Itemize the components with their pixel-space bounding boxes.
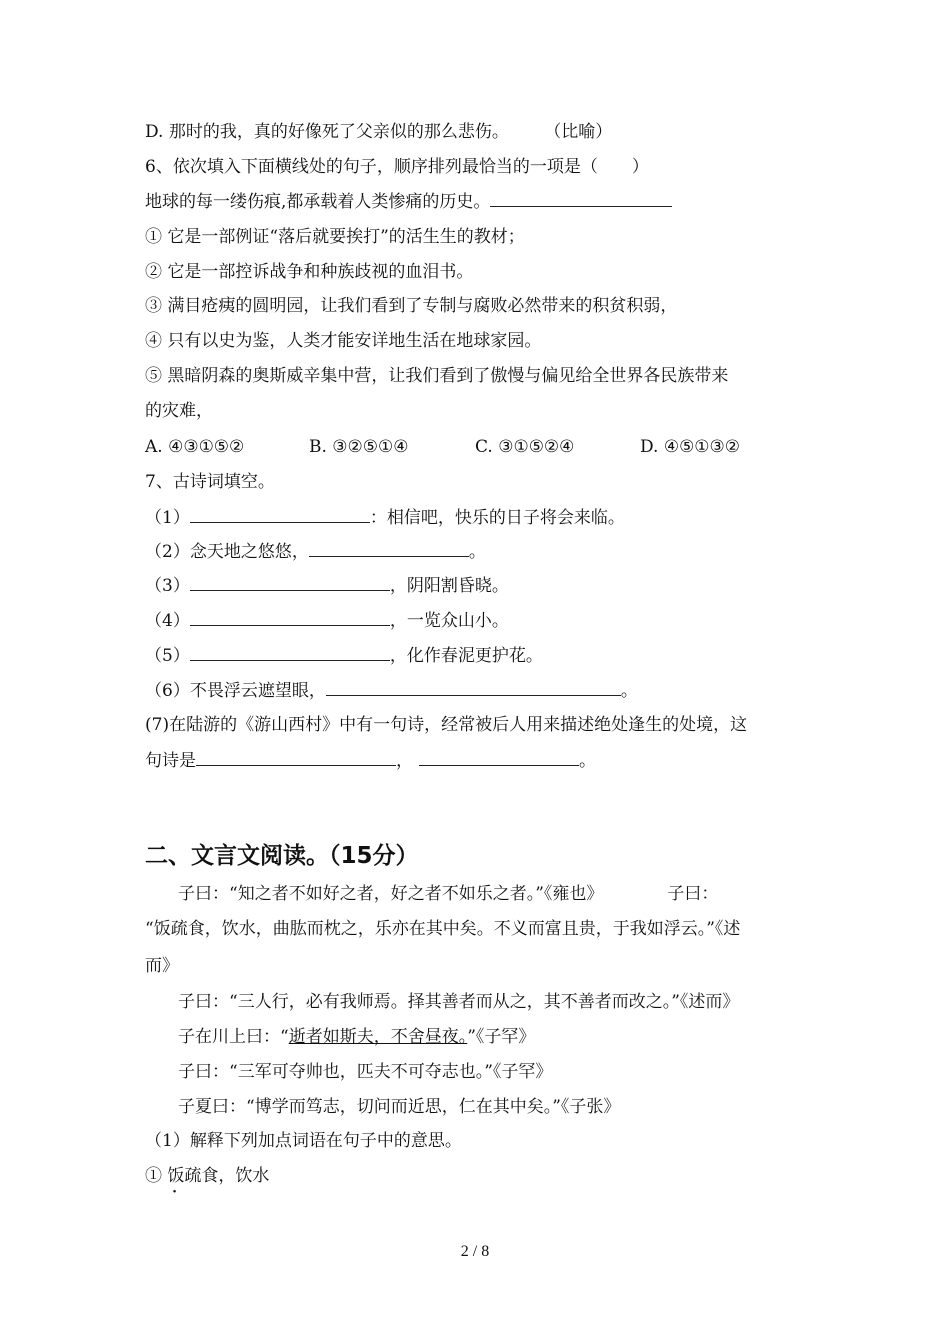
underlined-quote: 逝者如斯夫，不舍昼夜。 bbox=[288, 1027, 468, 1047]
sub-question-1-item bbox=[145, 1165, 269, 1187]
passage-line-1 bbox=[178, 883, 718, 905]
sub-question-1-item-num: ① bbox=[145, 1166, 168, 1186]
q6-option-a[interactable]: A. ④③①⑤② bbox=[145, 437, 245, 457]
q7-line-3 bbox=[145, 574, 509, 597]
q7-line-5-text: ，化作春泥更护花。 bbox=[389, 646, 543, 666]
passage-line-4: 子曰：“三人行，必有我师焉。择其善者而从之，其不善者而改之。”《述而》 bbox=[178, 992, 740, 1012]
q6-item-5: ⑤ 黑暗阴森的奥斯威辛集中营，让我们看到了傲慢与偏见给全世界各民族带来 bbox=[145, 366, 729, 386]
q6-blank[interactable] bbox=[490, 190, 672, 207]
q7-line-5-num: （5） bbox=[145, 646, 190, 666]
q7-line-4-num: （4） bbox=[145, 611, 190, 631]
q7-line-7b-end: 。 bbox=[579, 751, 596, 771]
section-2-title: 二、文言文阅读。（15分） bbox=[145, 843, 419, 869]
q6-stem-text: 地球的每一缕伤痕,都承载着人类惨痛的历史。 bbox=[145, 192, 491, 212]
q7-line-4-text: ，一览众山小。 bbox=[389, 611, 509, 631]
q7-blank-2[interactable] bbox=[309, 540, 469, 557]
q6-item-2: ② 它是一部控诉战争和种族歧视的血泪书。 bbox=[145, 262, 474, 282]
passage-line-3: 而》 bbox=[145, 956, 179, 976]
q5-option-d-tag: （比喻） bbox=[544, 122, 613, 142]
q7-line-4 bbox=[145, 609, 509, 632]
q6-option-d[interactable]: D. ④⑤①③② bbox=[640, 437, 741, 457]
passage-line-1a: 子曰：“知之者不如好之者，好之者不如乐之者。”《雍也》 bbox=[178, 884, 604, 904]
q7-line-6-num: （6） bbox=[145, 681, 190, 701]
q6-item-5-cont: 的灾难， bbox=[145, 401, 213, 421]
q7-line-7a: (7)在陆游的《游山西村》中有一句诗，经常被后人用来描述绝处逢生的处境，这 bbox=[145, 715, 748, 735]
q7-line-6 bbox=[145, 679, 638, 702]
q7-line-7b-pre: 句诗是 bbox=[145, 751, 196, 771]
q6-item-3: ③ 满目疮痍的圆明园，让我们看到了专制与腐败必然带来的积贫积弱， bbox=[145, 296, 678, 316]
q7-line-2-pre: 念天地之悠悠， bbox=[189, 542, 309, 562]
passage-line-5-pre: 子在川上曰：“ bbox=[178, 1027, 289, 1047]
q7-line-1-num: （1） bbox=[145, 508, 190, 528]
passage-line-7: 子夏曰：“博学而笃志，切问而近思，仁在其中矣。”《子张》 bbox=[178, 1097, 621, 1117]
q7-blank-1[interactable] bbox=[190, 506, 370, 523]
q7-blank-6[interactable] bbox=[326, 679, 621, 696]
q7-line-7b bbox=[145, 749, 596, 772]
q6-option-c[interactable]: C. ③①⑤②④ bbox=[475, 437, 575, 457]
passage-line-5 bbox=[178, 1026, 535, 1048]
q7-line-1-text: ：相信吧，快乐的日子将会来临。 bbox=[369, 508, 625, 528]
q7-blank-7a[interactable] bbox=[196, 749, 396, 766]
q7-blank-4[interactable] bbox=[190, 609, 390, 626]
q7-prompt: 7、古诗词填空。 bbox=[145, 472, 275, 492]
passage-line-2: “饭疏食，饮水，曲肱而枕之，乐亦在其中矣。不义而富且贵，于我如浮云。”《述 bbox=[145, 919, 741, 939]
q7-line-5 bbox=[145, 644, 543, 667]
q5-option-d-text: D. 那时的我，真的好像死了父亲似的那么悲伤。 bbox=[145, 122, 509, 142]
q7-line-3-text: ，阴阳割昏晓。 bbox=[389, 576, 509, 596]
q7-line-1 bbox=[145, 506, 625, 529]
q7-line-3-num: （3） bbox=[145, 576, 190, 596]
q6-item-1: ① 它是一部例证“落后就要挨打”的活生生的教材； bbox=[145, 227, 525, 247]
q7-line-6-pre: 不畏浮云遮望眼， bbox=[189, 681, 326, 701]
sub-question-1-item-rest: 疏食，饮水 bbox=[184, 1166, 270, 1186]
q7-line-6-end: 。 bbox=[620, 681, 638, 701]
q6-options bbox=[145, 436, 740, 458]
q7-blank-7b[interactable] bbox=[419, 749, 579, 766]
sub-question-1: （1）解释下列加点词语在句子中的意思。 bbox=[145, 1131, 462, 1151]
q7-line-7b-mid: ， bbox=[396, 751, 413, 771]
q6-stem bbox=[145, 190, 672, 213]
q6-prompt: 6、依次填入下面横线处的句子，顺序排列最恰当的一项是（ ） bbox=[145, 157, 649, 177]
dotted-word: 饭 bbox=[167, 1166, 185, 1186]
q7-blank-5[interactable] bbox=[190, 644, 390, 661]
q6-option-b[interactable]: B. ③②⑤①④ bbox=[309, 437, 409, 457]
q6-item-4: ④ 只有以史为鉴，人类才能安详地生活在地球家园。 bbox=[145, 331, 542, 351]
q7-line-2-num: （2） bbox=[145, 542, 190, 562]
q7-blank-3[interactable] bbox=[190, 574, 390, 591]
q7-line-2-end: 。 bbox=[468, 542, 486, 562]
passage-line-1b: 子曰： bbox=[667, 884, 719, 904]
q7-line-2 bbox=[145, 540, 486, 563]
passage-line-5-post: ”《子罕》 bbox=[467, 1027, 536, 1047]
q5-option-d bbox=[145, 121, 612, 143]
page-number: 2 / 8 bbox=[460, 1243, 490, 1260]
passage-line-6: 子曰：“三军可夺帅也，匹夫不可夺志也。”《子罕》 bbox=[178, 1062, 553, 1082]
